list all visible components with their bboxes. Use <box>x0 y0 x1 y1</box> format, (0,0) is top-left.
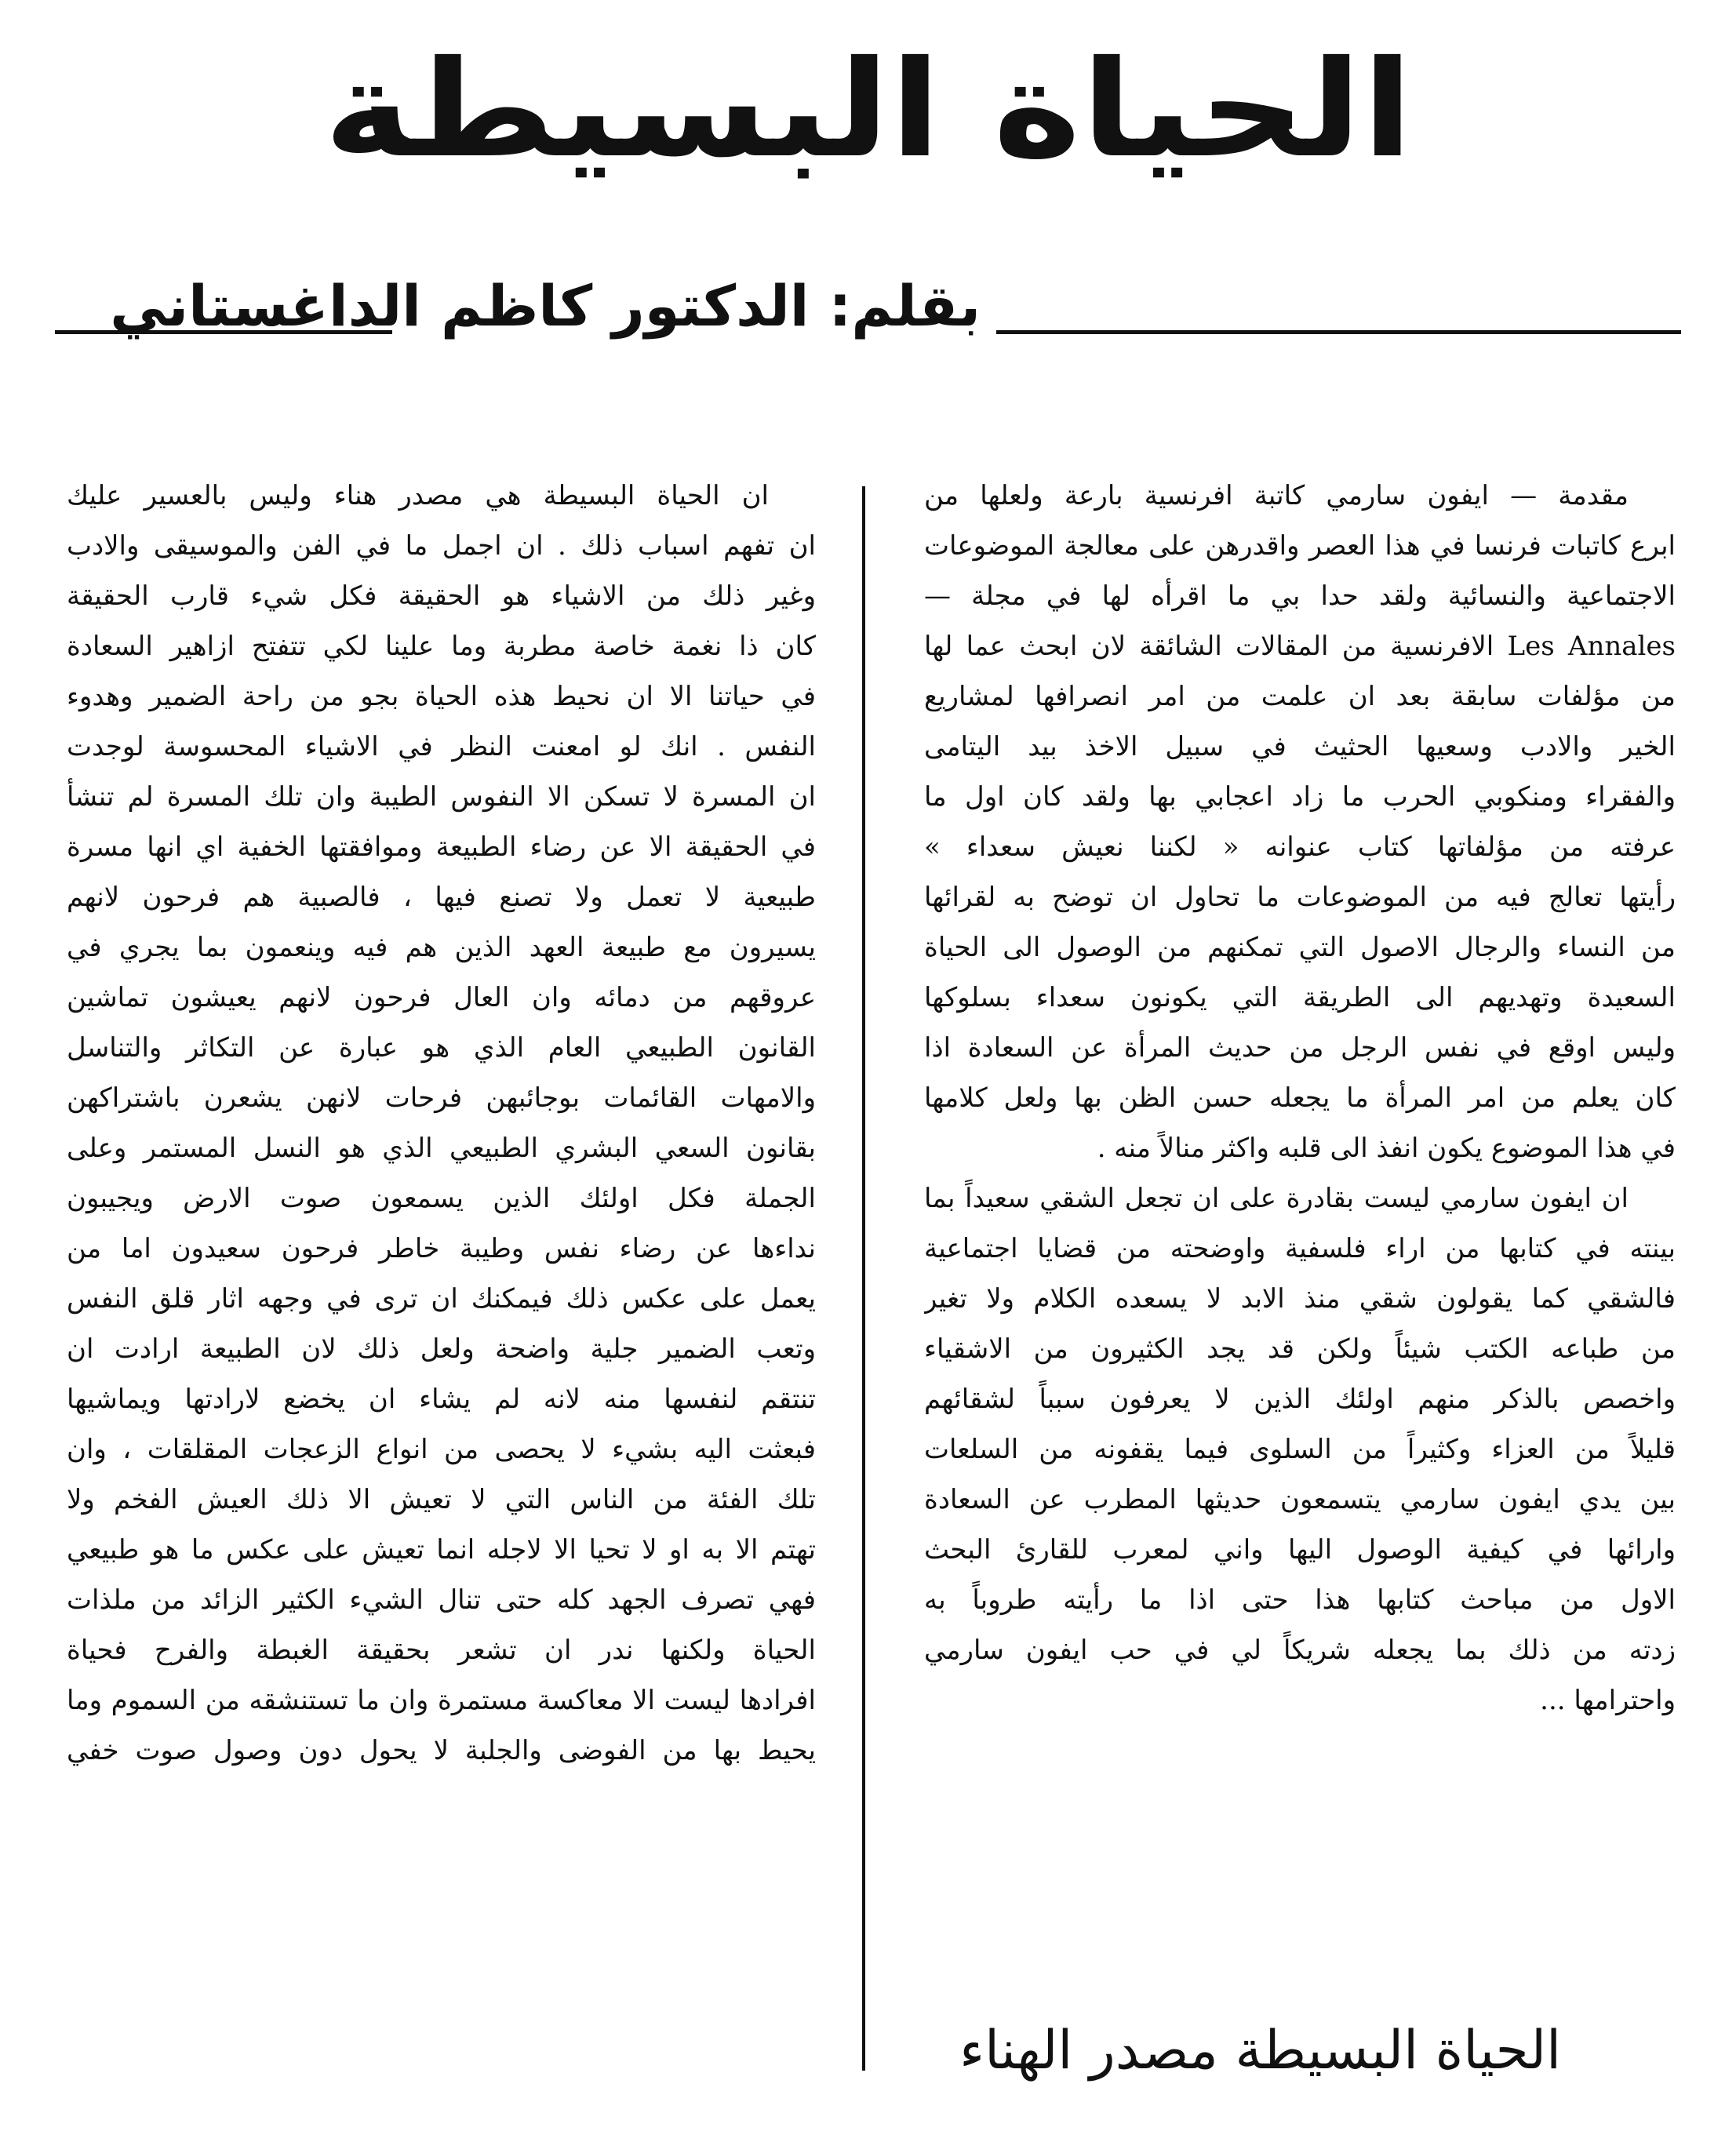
text-line: الخير والادب وسعيها الحثيث في سبيل الاخذ بيد اليتامى <box>924 731 1676 762</box>
text-line: وتعب الضمير جلية واضحة ولعل ذلك لان الطبيعة ارادت ان <box>67 1333 816 1365</box>
text-line: مقدمة — ايفون سارمي كاتبة افرنسية بارعة ولعلها من <box>924 480 1629 511</box>
text-line: عروقهم من دمائه وان العال فرحون لانهم يعيشون تماشين <box>67 982 816 1013</box>
text-line: كان ذا نغمة خاصة مطربة وما علينا لكي تتفتح ازاهير السعادة <box>67 631 816 662</box>
text-line: وارائها في كيفية الوصول اليها واني لمعرب للقارئ البحث <box>924 1534 1676 1566</box>
text-line: السعيدة وتهديهم الى الطريقة التي يكونون سعداء بسلوكها <box>924 982 1676 1013</box>
text-line: يسيرون مع طبيعة العهد الذين هم فيه وينعمون بما يجري في <box>67 932 816 963</box>
text-line: ان ايفون سارمي ليست بقادرة على ان تجعل الشقي سعيداً بما <box>924 1183 1629 1214</box>
text-line: القانون الطبيعي العام الذي هو عبارة عن التكاثر والتناسل <box>67 1032 816 1064</box>
byline-row <box>55 263 1681 349</box>
text-line: وليس اوقع في نفس الرجل من حديث المرأة عن السعادة اذا <box>924 1032 1676 1064</box>
text-line: من طباعه الكتب شيئاً ولكن قد يجد الكثيرون من الاشقياء <box>924 1333 1676 1365</box>
text-line: في الحقيقة الا عن رضاء الطبيعة وموافقتها الخفية اي انها مسرة <box>67 831 816 863</box>
text-line: يحيط بها من الفوضى والجلبة لا يحول دون وصول صوت خفي <box>67 1735 816 1766</box>
masthead-title: الحياة البسيطة <box>323 32 1413 187</box>
text-line: بين يدي ايفون سارمي يتسمعون حديثها المطرب عن السعادة <box>924 1484 1676 1515</box>
text-line: الحياة ولكنها ندر ان تشعر بحقيقة الغبطة والفرح فحياة <box>67 1635 816 1666</box>
right-column <box>924 471 1676 1726</box>
text-line: Les Annales الافرنسية من المقالات الشائقة لان ابحث عما لها <box>924 631 1676 662</box>
text-line: يعمل على عكس ذلك فيمكنك ان ترى في وجهه اثار قلق النفس <box>67 1283 816 1315</box>
text-line: الجملة فكل اولئك الذين يسمعون صوت الارض ويجيبون <box>67 1183 816 1214</box>
text-line: ابرع كاتبات فرنسا في هذا العصر واقدرهن على معالجة الموضوعات <box>924 530 1676 562</box>
text-line: ان المسرة لا تسكن الا النفوس الطيبة وان تلك المسرة لم تنشأ <box>67 781 816 813</box>
text-line: كان يعلم من امر المرأة ما يجعله حسن الظن بها ولعل كلامها <box>924 1082 1676 1114</box>
text-line: في حياتنا الا ان نحيط هذه الحياة بجو من راحة الضمير وهدوء <box>67 681 816 712</box>
text-line: الاجتماعية والنسائية ولقد حدا بي ما اقرأه لها في مجلة — <box>924 580 1676 612</box>
text-line: بينته في كتابها من اراء فلسفية واوضحته من قضايا اجتماعية <box>924 1233 1676 1264</box>
text-line: الاول من مباحث كتابها هذا حتى اذا ما رأيته طروباً به <box>924 1584 1676 1616</box>
text-line: نداءها عن رضاء نفس وطيبة خاطر فرحون سعيدون اما من <box>67 1233 816 1264</box>
text-line: زدته من ذلك بما يجعله شريكاً لي في حب ايفون سارمي <box>924 1635 1676 1666</box>
text-line: والامهات القائمات بوجائبهن فرحات لانهن يشعرن باشتراكهن <box>67 1082 816 1114</box>
text-line: وغير ذلك من الاشياء هو الحقيقة فكل شيء قارب الحقيقة <box>67 580 816 612</box>
byline-rule-right <box>996 330 1681 334</box>
column-divider <box>862 486 865 2071</box>
text-line: تنتقم لنفسها منه لانه لم يشاء ان يخضع لارادتها ويماشيها <box>67 1384 816 1415</box>
text-line: فبعثت اليه بشيء لا يحصى من انواع الزعجات المقلقات ، وان <box>67 1434 816 1465</box>
section-subheading: الحياة البسيطة مصدر الهناء <box>959 2020 1561 2082</box>
text-line: والفقراء ومنكوبي الحرب ما زاد اعجابي بها ولقد كان اول ما <box>924 781 1676 813</box>
text-line: في هذا الموضوع يكون انفذ الى قلبه واكثر منالاً منه . <box>1097 1133 1676 1164</box>
text-line: طبيعية لا تعمل ولا تصنع فيها ، فالصبية هم فرحون لانهم <box>67 882 816 913</box>
text-line: تهتم الا به او لا تحيا الا لاجله انما تعيش على عكس ما هو طبيعي <box>67 1534 816 1566</box>
left-column <box>67 471 816 1776</box>
byline: بقلم: الدكتور كاظم الداغستاني <box>110 273 981 339</box>
text-line: افرادها ليست الا معاكسة مستمرة وان ما تستنشقه من السموم وما <box>67 1685 816 1716</box>
text-line: واحترامها ... <box>1540 1685 1676 1716</box>
text-line: فالشقي كما يقولون شقي منذ الابد لا يسعده الكلام ولا تغير <box>924 1283 1676 1315</box>
masthead <box>0 31 1736 188</box>
text-line: ان الحياة البسيطة هي مصدر هناء وليس بالعسير عليك <box>67 480 769 511</box>
text-line: عرفته من مؤلفاتها كتاب عنوانه « لكننا نعيش سعداء » <box>924 831 1676 863</box>
text-line: تلك الفئة من الناس التي لا تعيش الا ذلك العيش الفخم ولا <box>67 1484 816 1515</box>
text-line: ان تفهم اسباب ذلك . ان اجمل ما في الفن والموسيقى والادب <box>67 530 816 562</box>
text-line: رأيتها تعالج فيه من الموضوعات ما تحاول ان توضح به لقرائها <box>924 882 1676 913</box>
text-line: فهي تصرف الجهد كله حتى تنال الشيء الكثير الزائد من ملذات <box>67 1584 816 1616</box>
text-line: قليلاً من العزاء وكثيراً من السلوى فيما يقفونه من السلعات <box>924 1434 1676 1465</box>
text-line: بقانون السعي البشري الطبيعي الذي هو النسل المستمر وعلى <box>67 1133 816 1164</box>
text-line: واخصص بالذكر منهم اولئك الذين لا يعرفون سبباً لشقائهم <box>924 1384 1676 1415</box>
text-line: من النساء والرجال الاصول التي تمكنهم من الوصول الى الحياة <box>924 932 1676 963</box>
text-line: من مؤلفات سابقة بعد ان علمت من امر انصرافها لمشاريع <box>924 681 1676 712</box>
text-line: النفس . انك لو امعنت النظر في الاشياء المحسوسة لوجدت <box>67 731 816 762</box>
